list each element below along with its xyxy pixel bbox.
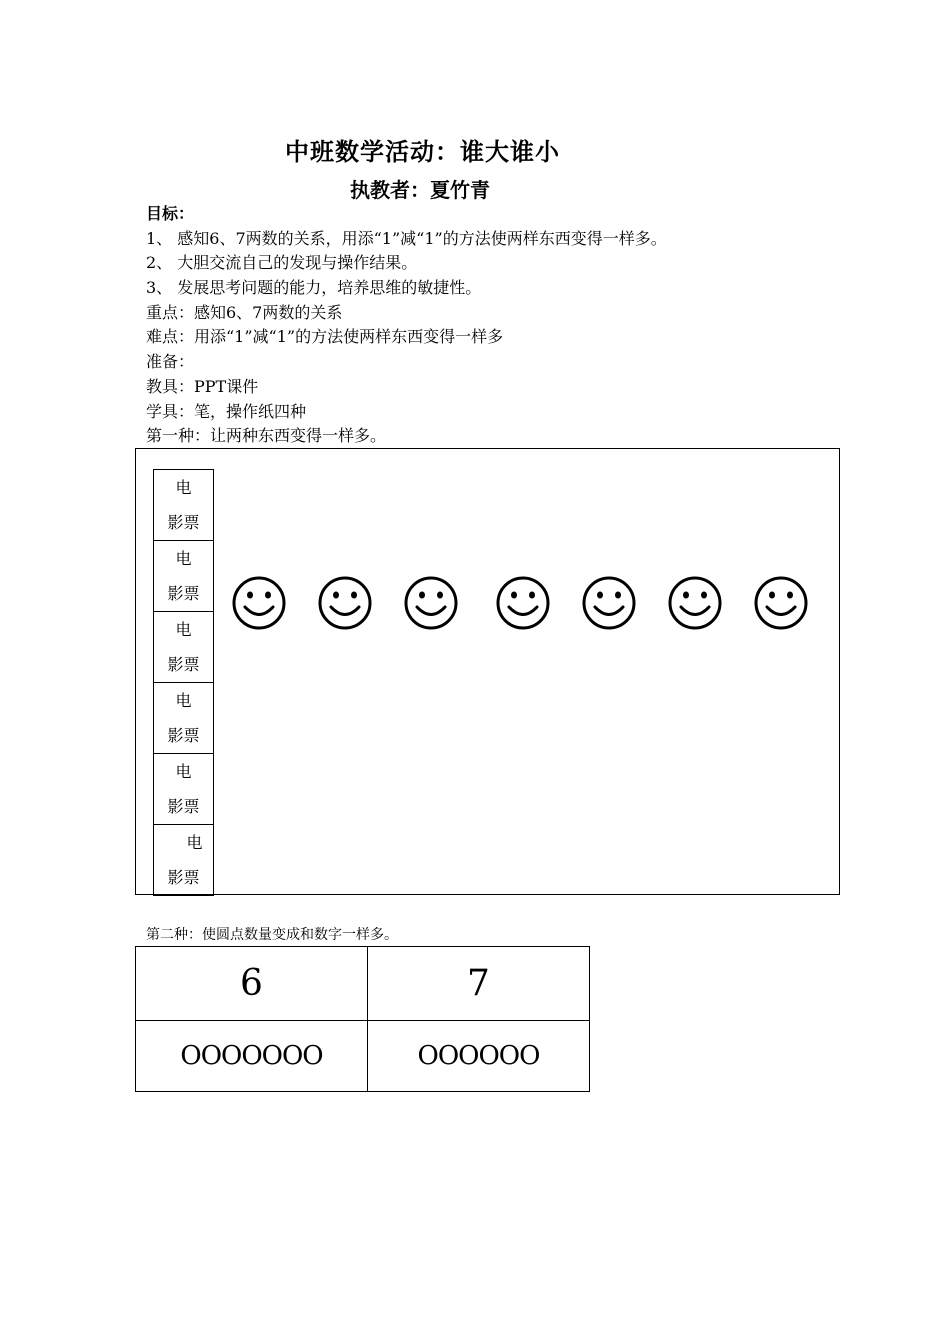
smiley-face-icon [666, 574, 724, 632]
smiley-row [224, 574, 824, 644]
worksheet-1-box [135, 448, 840, 895]
ticket-label-line-1: 电 [175, 620, 192, 639]
difficult-point: 难点：用添“1”减“1”的方法使两样东西变得一样多 [146, 327, 504, 347]
movie-ticket-cell [153, 683, 214, 754]
worksheet-2-caption: 第二种：使圆点数量变成和数字一样多。 [146, 927, 398, 943]
smiley-face-icon [752, 574, 810, 632]
smiley-face-icon [402, 574, 460, 632]
smiley-face-icon [230, 574, 288, 632]
movie-ticket-cell [153, 825, 214, 896]
author-line: 执教者：夏竹青 [350, 178, 490, 202]
ticket-label-line-1: 电 [175, 478, 192, 497]
ticket-label-line-2: 影票 [167, 868, 200, 887]
circles-cell-right: OOOOOO [368, 1021, 590, 1092]
table-row [136, 1021, 590, 1092]
goals-heading: 目标： [146, 204, 195, 223]
page-title: 中班数学活动：谁大谁小 [285, 137, 560, 166]
goal-1: 1、 感知6、7两数的关系，用添“1”减“1”的方法使两样东西变得一样多。 [146, 228, 667, 248]
movie-ticket-cell [153, 754, 214, 825]
ticket-label-line-1: 电 [175, 691, 192, 710]
teaching-aids: 教具：PPT课件 [146, 376, 259, 396]
worksheet-1-caption: 第一种：让两种东西变得一样多。 [146, 426, 387, 446]
movie-ticket-cell [153, 469, 214, 541]
key-point: 重点：感知6、7两数的关系 [146, 302, 343, 322]
number-cell-left: 6 [136, 947, 368, 1021]
preparation-heading: 准备： [146, 352, 195, 372]
table-row [136, 947, 590, 1021]
ticket-label-line-2: 影票 [167, 726, 200, 745]
movie-ticket-cell [153, 541, 214, 612]
ticket-label-line-2: 影票 [167, 797, 200, 816]
ticket-label-line-2: 影票 [167, 584, 200, 603]
movie-ticket-cell [153, 612, 214, 683]
worksheet-2-table [135, 946, 590, 1092]
ticket-label-line-2: 影票 [167, 655, 200, 674]
smiley-face-icon [494, 574, 552, 632]
number-cell-right: 7 [368, 947, 590, 1021]
learning-aids: 学具：笔，操作纸四种 [146, 401, 307, 421]
smiley-face-icon [316, 574, 374, 632]
goal-2: 2、 大胆交流自己的发现与操作结果。 [146, 253, 418, 273]
goal-3: 3、 发展思考问题的能力，培养思维的敏捷性。 [146, 278, 482, 298]
lesson-plan-text [146, 202, 667, 449]
ticket-label-line-1: 电 [175, 762, 192, 781]
circles-cell-left: OOOOOOO [136, 1021, 368, 1092]
ticket-label-line-2: 影票 [167, 513, 200, 532]
ticket-label-line-1: 电 [175, 549, 192, 568]
movie-ticket-column [153, 469, 214, 896]
ticket-label-line-1: 电 [186, 833, 203, 852]
smiley-face-icon [580, 574, 638, 632]
